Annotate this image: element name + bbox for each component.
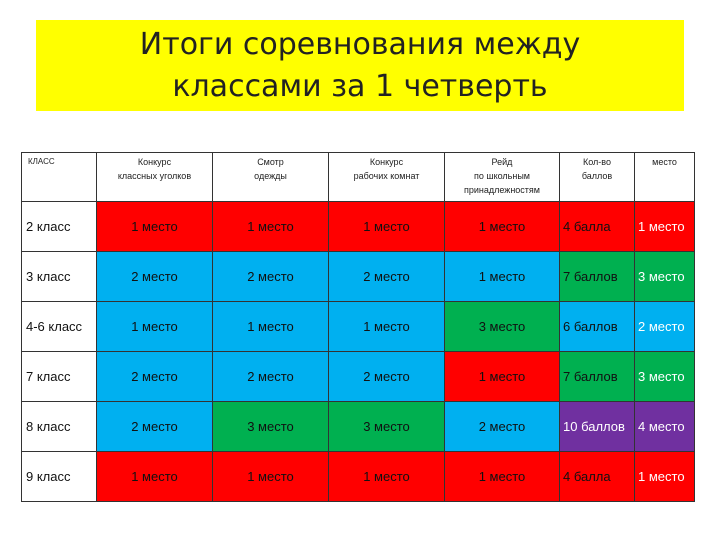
final-place-cell: 2 место xyxy=(635,302,695,352)
table-row xyxy=(22,252,695,302)
table-row xyxy=(22,352,695,402)
final-place-cell: 4 место xyxy=(635,402,695,452)
table-cell: 1 место xyxy=(445,252,560,302)
final-place-cell: 1 место xyxy=(635,202,695,252)
table-cell: 2 место xyxy=(97,402,213,452)
table-cell: 2 место xyxy=(329,352,445,402)
header-supplies-raid: Рейд по школьным принадлежностям xyxy=(445,153,560,202)
row-label: 3 класс xyxy=(22,252,97,302)
table-cell: 2 место xyxy=(213,252,329,302)
table-cell: 3 место xyxy=(213,402,329,452)
header-points: Кол-во баллов xyxy=(560,153,635,202)
table-row xyxy=(22,402,695,452)
title-banner xyxy=(36,20,684,111)
table-cell: 1 место xyxy=(213,202,329,252)
final-place-cell: 3 место xyxy=(635,352,695,402)
table-cell: 1 место xyxy=(329,452,445,502)
table-cell: 2 место xyxy=(97,252,213,302)
header-class: КЛАСС xyxy=(22,153,97,202)
score-cell: 7 баллов xyxy=(560,252,635,302)
table-cell: 2 место xyxy=(445,402,560,452)
score-cell: 4 балла xyxy=(560,202,635,252)
table-row xyxy=(22,202,695,252)
table-cell: 1 место xyxy=(97,452,213,502)
table-cell: 1 место xyxy=(97,202,213,252)
final-place-cell: 1 место xyxy=(635,452,695,502)
row-label: 8 класс xyxy=(22,402,97,452)
table-cell: 1 место xyxy=(213,302,329,352)
table-row xyxy=(22,302,695,352)
header-row xyxy=(22,153,695,202)
table-row xyxy=(22,452,695,502)
score-cell: 10 баллов xyxy=(560,402,635,452)
table-cell: 3 место xyxy=(329,402,445,452)
row-label: 4-6 класс xyxy=(22,302,97,352)
table-cell: 2 место xyxy=(213,352,329,402)
title-line-2: классами за 1 четверть xyxy=(172,68,548,104)
row-label: 9 класс xyxy=(22,452,97,502)
header-room-contest: Конкурс рабочих комнат xyxy=(329,153,445,202)
final-place-cell: 3 место xyxy=(635,252,695,302)
table-cell: 3 место xyxy=(445,302,560,352)
table-cell: 2 место xyxy=(97,352,213,402)
table-cell: 1 место xyxy=(445,352,560,402)
table-cell: 1 место xyxy=(213,452,329,502)
table-cell: 1 место xyxy=(445,452,560,502)
table-cell: 1 место xyxy=(445,202,560,252)
header-corner-contest: Конкурс классных уголков xyxy=(97,153,213,202)
score-cell: 6 баллов xyxy=(560,302,635,352)
header-place: место xyxy=(635,153,695,202)
row-label: 2 класс xyxy=(22,202,97,252)
score-cell: 7 баллов xyxy=(560,352,635,402)
table-cell: 2 место xyxy=(329,252,445,302)
table-cell: 1 место xyxy=(329,302,445,352)
title-line-1: Итоги соревнования между xyxy=(139,26,581,62)
header-clothing-review: Смотр одежды xyxy=(213,153,329,202)
row-label: 7 класс xyxy=(22,352,97,402)
table-cell: 1 место xyxy=(329,202,445,252)
results-table xyxy=(21,152,695,502)
table-cell: 1 место xyxy=(97,302,213,352)
score-cell: 4 балла xyxy=(560,452,635,502)
